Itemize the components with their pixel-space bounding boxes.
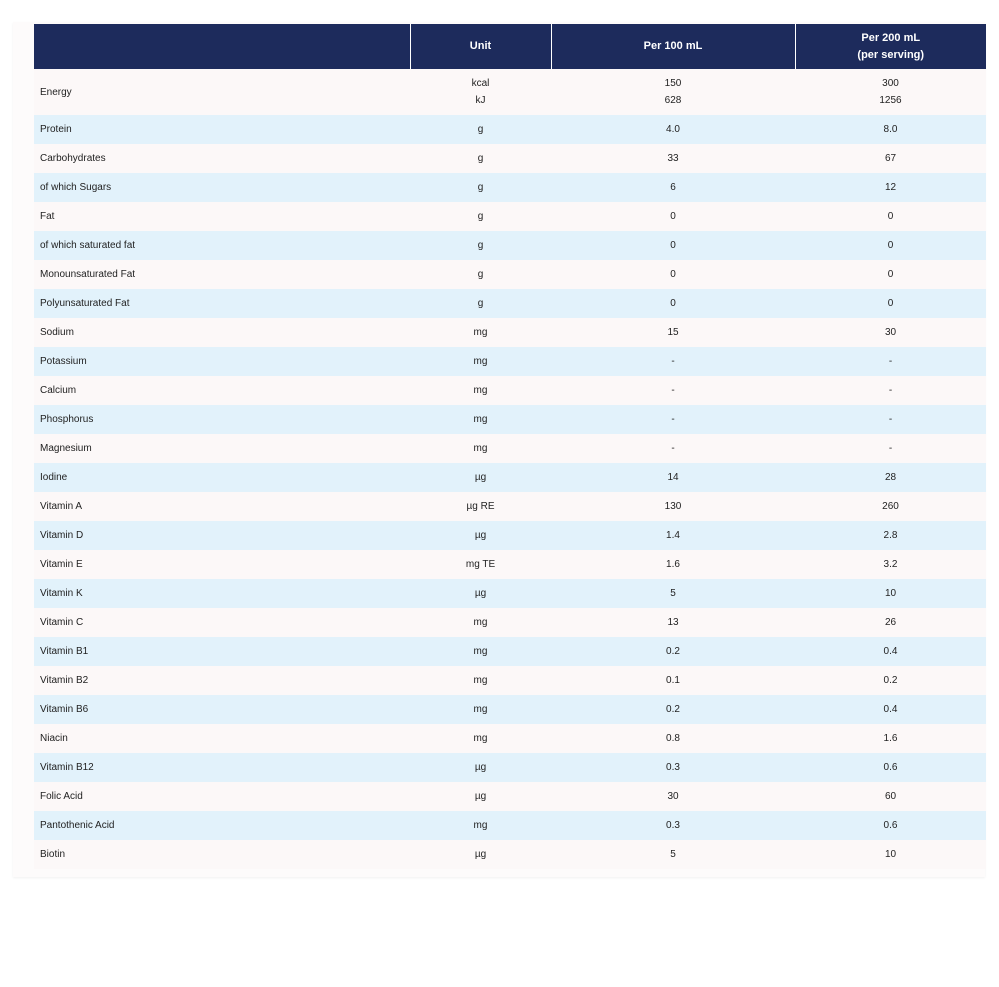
per-200ml-cell: 26 (795, 608, 986, 637)
unit-cell: g (410, 115, 551, 144)
per-100ml-cell: 5 (551, 579, 795, 608)
nutrient-cell: Vitamin B6 (34, 695, 410, 724)
nutrient-cell: Carbohydrates (34, 144, 410, 173)
nutrient-cell: Potassium (34, 347, 410, 376)
per-100ml-cell: - (551, 434, 795, 463)
per-100ml-cell: 1.4 (551, 521, 795, 550)
nutrient-cell: Vitamin C (34, 608, 410, 637)
unit-cell: µg (410, 840, 551, 869)
header-unit: Unit (410, 24, 551, 69)
nutrient-cell: Energy (34, 69, 410, 115)
table-row (34, 69, 986, 115)
per-100ml-cell: 0.2 (551, 695, 795, 724)
per-100ml-cell: 0.1 (551, 666, 795, 695)
unit-cell: g (410, 289, 551, 318)
table-row (34, 637, 986, 666)
nutrient-cell: of which Sugars (34, 173, 410, 202)
table-row (34, 289, 986, 318)
table-row (34, 173, 986, 202)
unit-cell: mg (410, 376, 551, 405)
nutrient-cell: Folic Acid (34, 782, 410, 811)
per-200ml-cell: 2.8 (795, 521, 986, 550)
table-row (34, 260, 986, 289)
table-row (34, 521, 986, 550)
nutrient-cell: Iodine (34, 463, 410, 492)
nutrient-cell: Pantothenic Acid (34, 811, 410, 840)
unit-cell: kcal kJ (410, 69, 551, 115)
nutrient-cell: Protein (34, 115, 410, 144)
nutrient-cell: Vitamin B1 (34, 637, 410, 666)
nutrition-table (34, 24, 986, 869)
per-100ml-cell: 1.6 (551, 550, 795, 579)
unit-cell: g (410, 202, 551, 231)
per-200ml-cell: 28 (795, 463, 986, 492)
nutrient-cell: Vitamin E (34, 550, 410, 579)
unit-cell: µg (410, 463, 551, 492)
unit-cell: mg (410, 724, 551, 753)
per-100ml-cell: 0.3 (551, 753, 795, 782)
per-100ml-cell: 33 (551, 144, 795, 173)
unit-cell: mg (410, 695, 551, 724)
table-row (34, 782, 986, 811)
per-200ml-cell: 12 (795, 173, 986, 202)
per-100ml-cell: 130 (551, 492, 795, 521)
table-row (34, 753, 986, 782)
per-200ml-cell: - (795, 376, 986, 405)
per-100ml-cell: 0 (551, 231, 795, 260)
nutrient-cell: Sodium (34, 318, 410, 347)
per-200ml-cell: 67 (795, 144, 986, 173)
unit-cell: mg (410, 637, 551, 666)
per-100ml-cell: 0 (551, 260, 795, 289)
unit-cell: µg (410, 782, 551, 811)
nutrient-cell: Vitamin D (34, 521, 410, 550)
unit-cell: mg (410, 347, 551, 376)
unit-cell: mg (410, 608, 551, 637)
table-row (34, 231, 986, 260)
nutrient-cell: Vitamin A (34, 492, 410, 521)
per-100ml-cell: 150 628 (551, 69, 795, 115)
unit-cell: g (410, 260, 551, 289)
nutrient-cell: Monounsaturated Fat (34, 260, 410, 289)
unit-cell: mg (410, 811, 551, 840)
per-100ml-cell: - (551, 376, 795, 405)
table-row (34, 376, 986, 405)
nutrient-cell: Biotin (34, 840, 410, 869)
per-200ml-cell: 0.4 (795, 637, 986, 666)
per-100ml-cell: 0.3 (551, 811, 795, 840)
per-100ml-cell: 0 (551, 289, 795, 318)
table-body (34, 69, 986, 869)
table-row (34, 347, 986, 376)
per-200ml-cell: 0 (795, 260, 986, 289)
table-row (34, 492, 986, 521)
per-200ml-cell: 0.6 (795, 811, 986, 840)
per-200ml-cell: 0.4 (795, 695, 986, 724)
table-row (34, 202, 986, 231)
unit-cell: µg (410, 579, 551, 608)
table-row (34, 434, 986, 463)
per-200ml-cell: 30 (795, 318, 986, 347)
table-row (34, 318, 986, 347)
unit-cell: g (410, 173, 551, 202)
unit-cell: µg (410, 753, 551, 782)
table-row (34, 463, 986, 492)
per-200ml-cell: 10 (795, 840, 986, 869)
nutrient-cell: Vitamin B2 (34, 666, 410, 695)
nutrient-cell: Vitamin K (34, 579, 410, 608)
per-100ml-cell: 4.0 (551, 115, 795, 144)
table-row (34, 405, 986, 434)
per-200ml-cell: 0 (795, 202, 986, 231)
table-row (34, 608, 986, 637)
per-100ml-cell: 5 (551, 840, 795, 869)
table-row (34, 144, 986, 173)
table-row (34, 579, 986, 608)
header-row (34, 24, 986, 69)
per-100ml-cell: 6 (551, 173, 795, 202)
table-row (34, 724, 986, 753)
per-100ml-cell: 0 (551, 202, 795, 231)
per-200ml-cell: - (795, 434, 986, 463)
per-200ml-cell: 260 (795, 492, 986, 521)
per-100ml-cell: 0.2 (551, 637, 795, 666)
per-200ml-cell: 300 1256 (795, 69, 986, 115)
table-row (34, 115, 986, 144)
unit-cell: g (410, 144, 551, 173)
nutrient-cell: Calcium (34, 376, 410, 405)
per-200ml-cell: 10 (795, 579, 986, 608)
per-200ml-cell: - (795, 347, 986, 376)
unit-cell: mg (410, 318, 551, 347)
table-row (34, 811, 986, 840)
nutrient-cell: Niacin (34, 724, 410, 753)
per-200ml-cell: 8.0 (795, 115, 986, 144)
table-row (34, 666, 986, 695)
per-100ml-cell: 14 (551, 463, 795, 492)
unit-cell: g (410, 231, 551, 260)
per-200ml-cell: 0.2 (795, 666, 986, 695)
per-200ml-cell: 1.6 (795, 724, 986, 753)
header-per-100ml: Per 100 mL (551, 24, 795, 69)
per-200ml-cell: 3.2 (795, 550, 986, 579)
unit-cell: mg (410, 434, 551, 463)
unit-cell: µg RE (410, 492, 551, 521)
table-row (34, 840, 986, 869)
table-row (34, 550, 986, 579)
per-200ml-cell: - (795, 405, 986, 434)
unit-cell: mg (410, 405, 551, 434)
per-100ml-cell: 0.8 (551, 724, 795, 753)
per-100ml-cell: 15 (551, 318, 795, 347)
nutrient-cell: Fat (34, 202, 410, 231)
unit-cell: mg (410, 666, 551, 695)
per-100ml-cell: 13 (551, 608, 795, 637)
header-nutrient (34, 24, 410, 69)
per-100ml-cell: 30 (551, 782, 795, 811)
table-row (34, 695, 986, 724)
per-200ml-cell: 0 (795, 231, 986, 260)
nutrient-cell: Polyunsaturated Fat (34, 289, 410, 318)
nutrient-cell: Vitamin B12 (34, 753, 410, 782)
unit-cell: µg (410, 521, 551, 550)
table-header (34, 24, 986, 69)
per-100ml-cell: - (551, 405, 795, 434)
per-200ml-cell: 0 (795, 289, 986, 318)
nutrient-cell: Phosphorus (34, 405, 410, 434)
header-per-200ml: Per 200 mL (per serving) (795, 24, 986, 69)
nutrient-cell: of which saturated fat (34, 231, 410, 260)
nutrient-cell: Magnesium (34, 434, 410, 463)
per-200ml-cell: 60 (795, 782, 986, 811)
per-200ml-cell: 0.6 (795, 753, 986, 782)
per-100ml-cell: - (551, 347, 795, 376)
unit-cell: mg TE (410, 550, 551, 579)
